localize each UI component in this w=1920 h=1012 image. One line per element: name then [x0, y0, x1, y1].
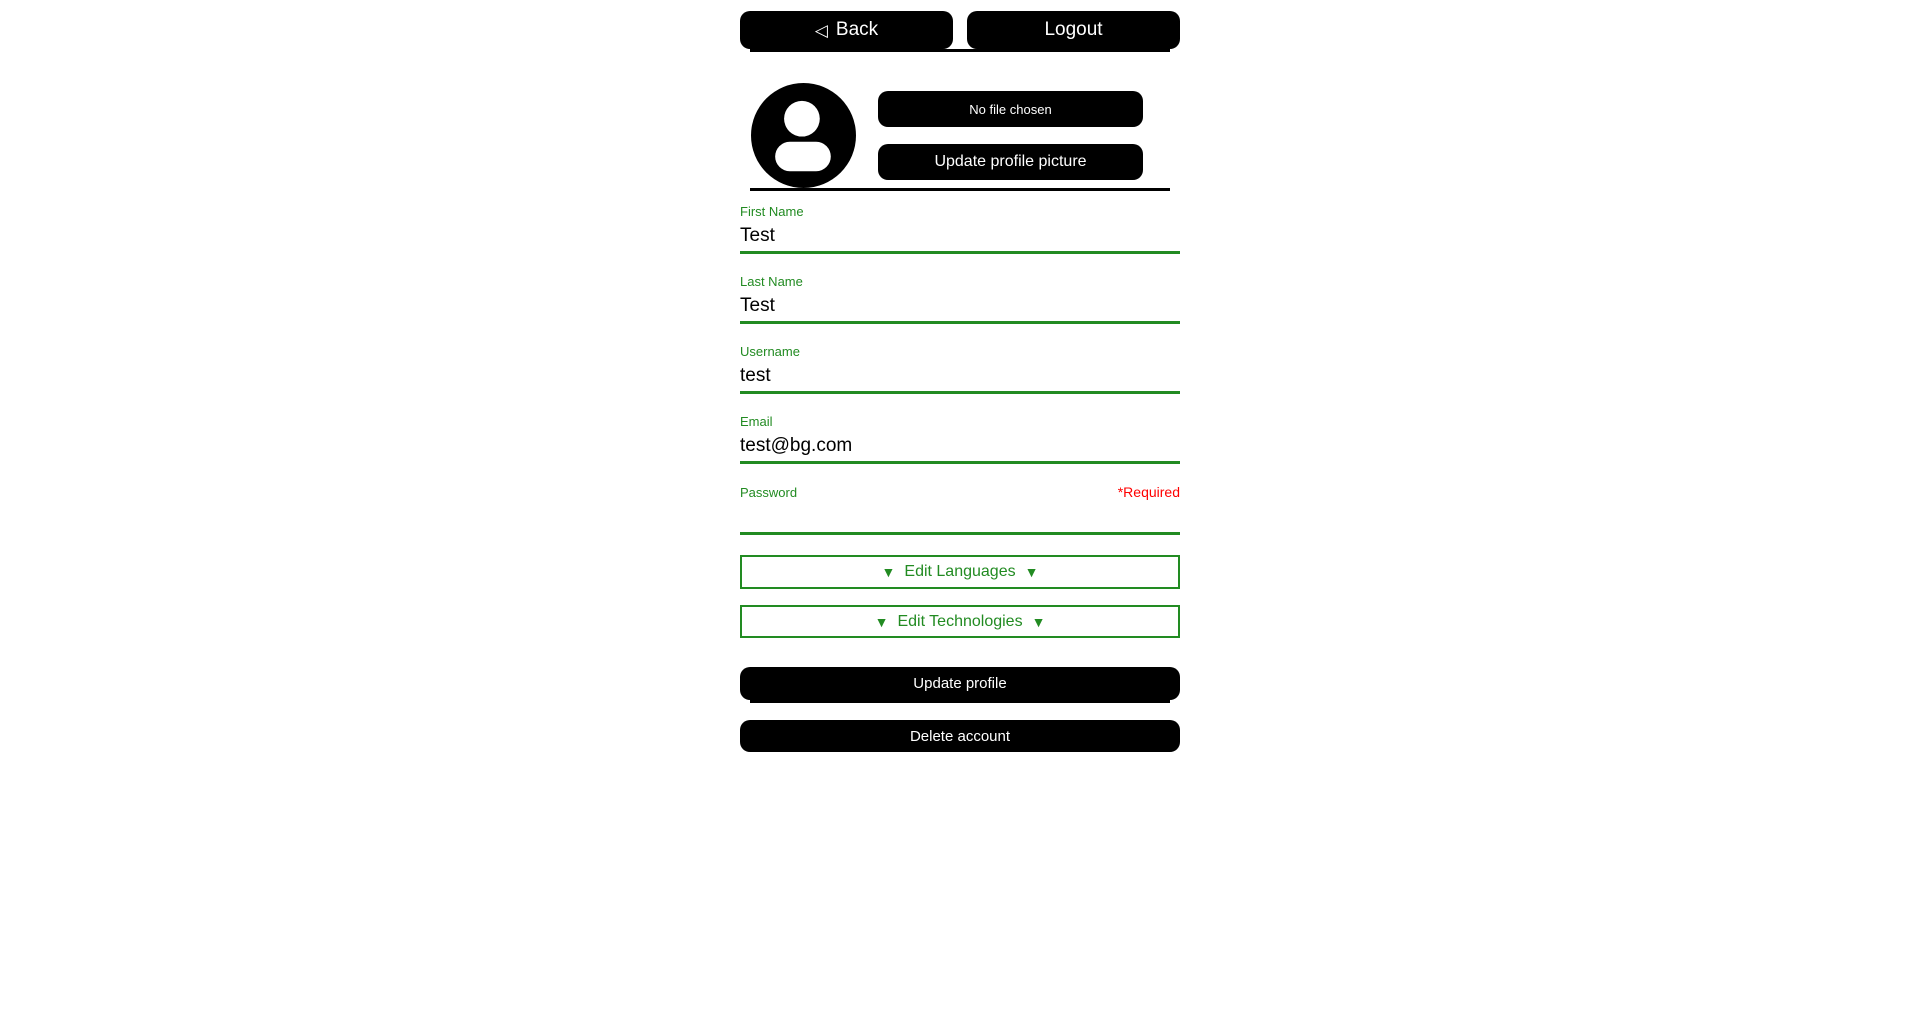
password-label: Password — [740, 485, 798, 500]
password-input[interactable] — [740, 501, 1180, 532]
logout-button-label: Logout — [1044, 19, 1103, 40]
username-label: Username — [740, 344, 800, 359]
edit-technologies-label: Edit Technologies — [897, 612, 1023, 630]
edit-languages-label: Edit Languages — [904, 563, 1016, 580]
email-input[interactable]: test@bg.com — [740, 435, 853, 456]
back-button-label: Back — [835, 19, 879, 40]
update-profile-label: Update profile — [913, 675, 1007, 692]
first-name-label: First Name — [740, 204, 804, 219]
divider — [750, 700, 1170, 703]
delete-account-button[interactable] — [740, 720, 1180, 752]
required-note: *Required — [1117, 484, 1180, 500]
last-name-label: Last Name — [740, 274, 803, 289]
profile-form — [740, 204, 1180, 700]
divider — [750, 188, 1170, 191]
profile-picture-section — [740, 83, 1180, 188]
profile-page — [740, 0, 1180, 752]
username-field — [740, 344, 1180, 394]
logout-button[interactable] — [967, 11, 1180, 49]
edit-languages-button[interactable] — [740, 555, 1180, 589]
file-input-button[interactable] — [878, 91, 1143, 127]
update-profile-button[interactable] — [740, 667, 1180, 700]
file-status-label: No file chosen — [969, 101, 1052, 117]
edit-technologies-button[interactable] — [740, 605, 1180, 638]
picture-controls — [878, 91, 1143, 180]
divider — [750, 49, 1170, 52]
header — [740, 11, 1180, 49]
caret-down-icon: ▼ — [1024, 564, 1039, 580]
update-picture-button[interactable] — [878, 144, 1143, 180]
back-arrow-icon: ◁ — [814, 20, 828, 40]
delete-account-label: Delete account — [909, 727, 1011, 745]
caret-down-icon: ▼ — [881, 564, 896, 580]
caret-down-icon: ▼ — [1031, 613, 1046, 630]
first-name-field — [740, 204, 1180, 254]
person-icon — [751, 83, 856, 188]
last-name-field — [740, 274, 1180, 324]
caret-down-icon: ▼ — [874, 613, 889, 630]
email-field — [740, 414, 1180, 464]
back-button[interactable] — [740, 11, 953, 49]
password-field — [740, 484, 1180, 535]
update-picture-label: Update profile picture — [934, 153, 1087, 170]
username-input[interactable]: test — [740, 365, 771, 386]
last-name-input[interactable]: Test — [740, 295, 775, 316]
email-label: Email — [740, 414, 773, 429]
first-name-input[interactable]: Test — [740, 225, 775, 246]
avatar — [751, 83, 856, 188]
